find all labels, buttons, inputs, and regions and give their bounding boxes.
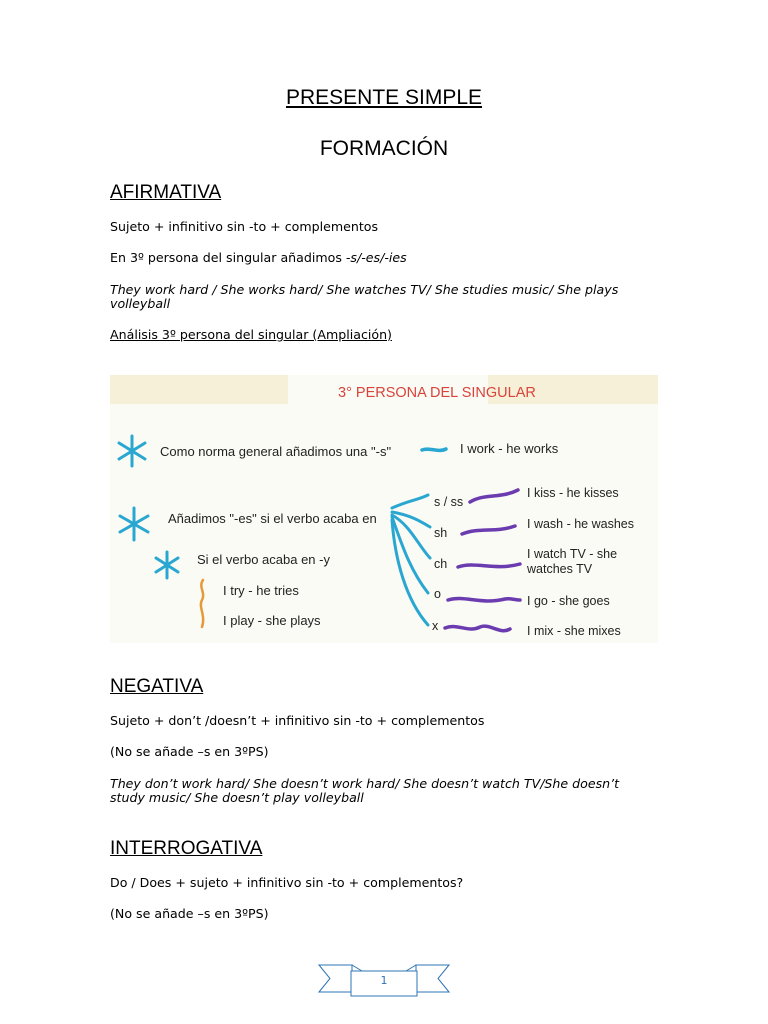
ending-example: I mix - she mixes xyxy=(527,624,621,638)
brace-icon xyxy=(201,580,203,627)
ending-example: I watch TV - she watches TV xyxy=(527,547,618,576)
heading-afirmativa: AFIRMATIVA xyxy=(110,182,222,203)
ampliacion-link[interactable]: Análisis 3º persona del singular (Ampliación) xyxy=(110,327,392,342)
interrogativa-formula: Do / Does + sujeto + infinitivo sin -to + complementos? xyxy=(110,875,464,890)
ending-example: I wash - he washes xyxy=(527,517,634,531)
negativa-formula: Sujeto + don’t /doesn’t + infinitivo sin -to + complementos xyxy=(110,713,485,728)
section-subtitle: FORMACIÓN xyxy=(319,137,449,160)
asterisk-icon xyxy=(120,508,148,540)
asterisk-icon xyxy=(156,552,178,578)
third-person-figure xyxy=(110,375,658,643)
branch-lines xyxy=(392,495,430,625)
rule-suffix: -s/-es/-ies xyxy=(345,250,407,265)
ending-label: x xyxy=(432,619,439,633)
purple-squiggles xyxy=(445,490,520,631)
rule3-text: Si el verbo acaba en -y xyxy=(197,552,330,567)
ending-label: o xyxy=(434,587,441,601)
page-number-ribbon xyxy=(318,962,450,998)
negativa-examples: They don’t work hard/ She doesn’t work hard/ She doesn’t watch TV/She doesn’t study music/ She doesn’t play volleyball xyxy=(110,776,620,805)
afirmativa-formula: Sujeto + infinitivo sin -to + complementos xyxy=(110,219,379,234)
ending-label: sh xyxy=(434,526,448,540)
rule2-text: Añadimos "-es" si el verbo acaba en xyxy=(168,511,377,526)
rule3-example-2: I play - she plays xyxy=(223,613,321,628)
ending-label: s / ss xyxy=(434,495,464,509)
page-number: 1 xyxy=(380,974,388,987)
negativa-note: (No se añade –s en 3ºPS) xyxy=(110,744,269,759)
ending-label: ch xyxy=(434,557,448,571)
rule1-text: Como norma general añadimos una "-s" xyxy=(160,444,392,459)
rule3-example-1: I try - he tries xyxy=(223,583,299,598)
interrogativa-note: (No se añade –s en 3ºPS) xyxy=(110,906,269,921)
rule-prefix: En 3º persona del singular añadimos xyxy=(110,250,346,265)
ending-example: I kiss - he kisses xyxy=(527,486,619,500)
ending-example: I go - she goes xyxy=(527,594,610,608)
document-title: PRESENTE SIMPLE xyxy=(285,86,483,109)
heading-interrogativa: INTERROGATIVA xyxy=(110,838,263,859)
rule1-example: I work - he works xyxy=(460,441,559,456)
asterisk-icon xyxy=(119,436,145,466)
afirmativa-examples: They work hard / She works hard/ She watches TV/ She studies music/ She plays volleyball xyxy=(110,282,619,311)
afirmativa-rule xyxy=(110,251,650,265)
figure-title: 3° PERSONA DEL SINGULAR xyxy=(338,385,536,401)
heading-negativa: NEGATIVA xyxy=(110,676,204,697)
squiggle xyxy=(422,449,446,450)
